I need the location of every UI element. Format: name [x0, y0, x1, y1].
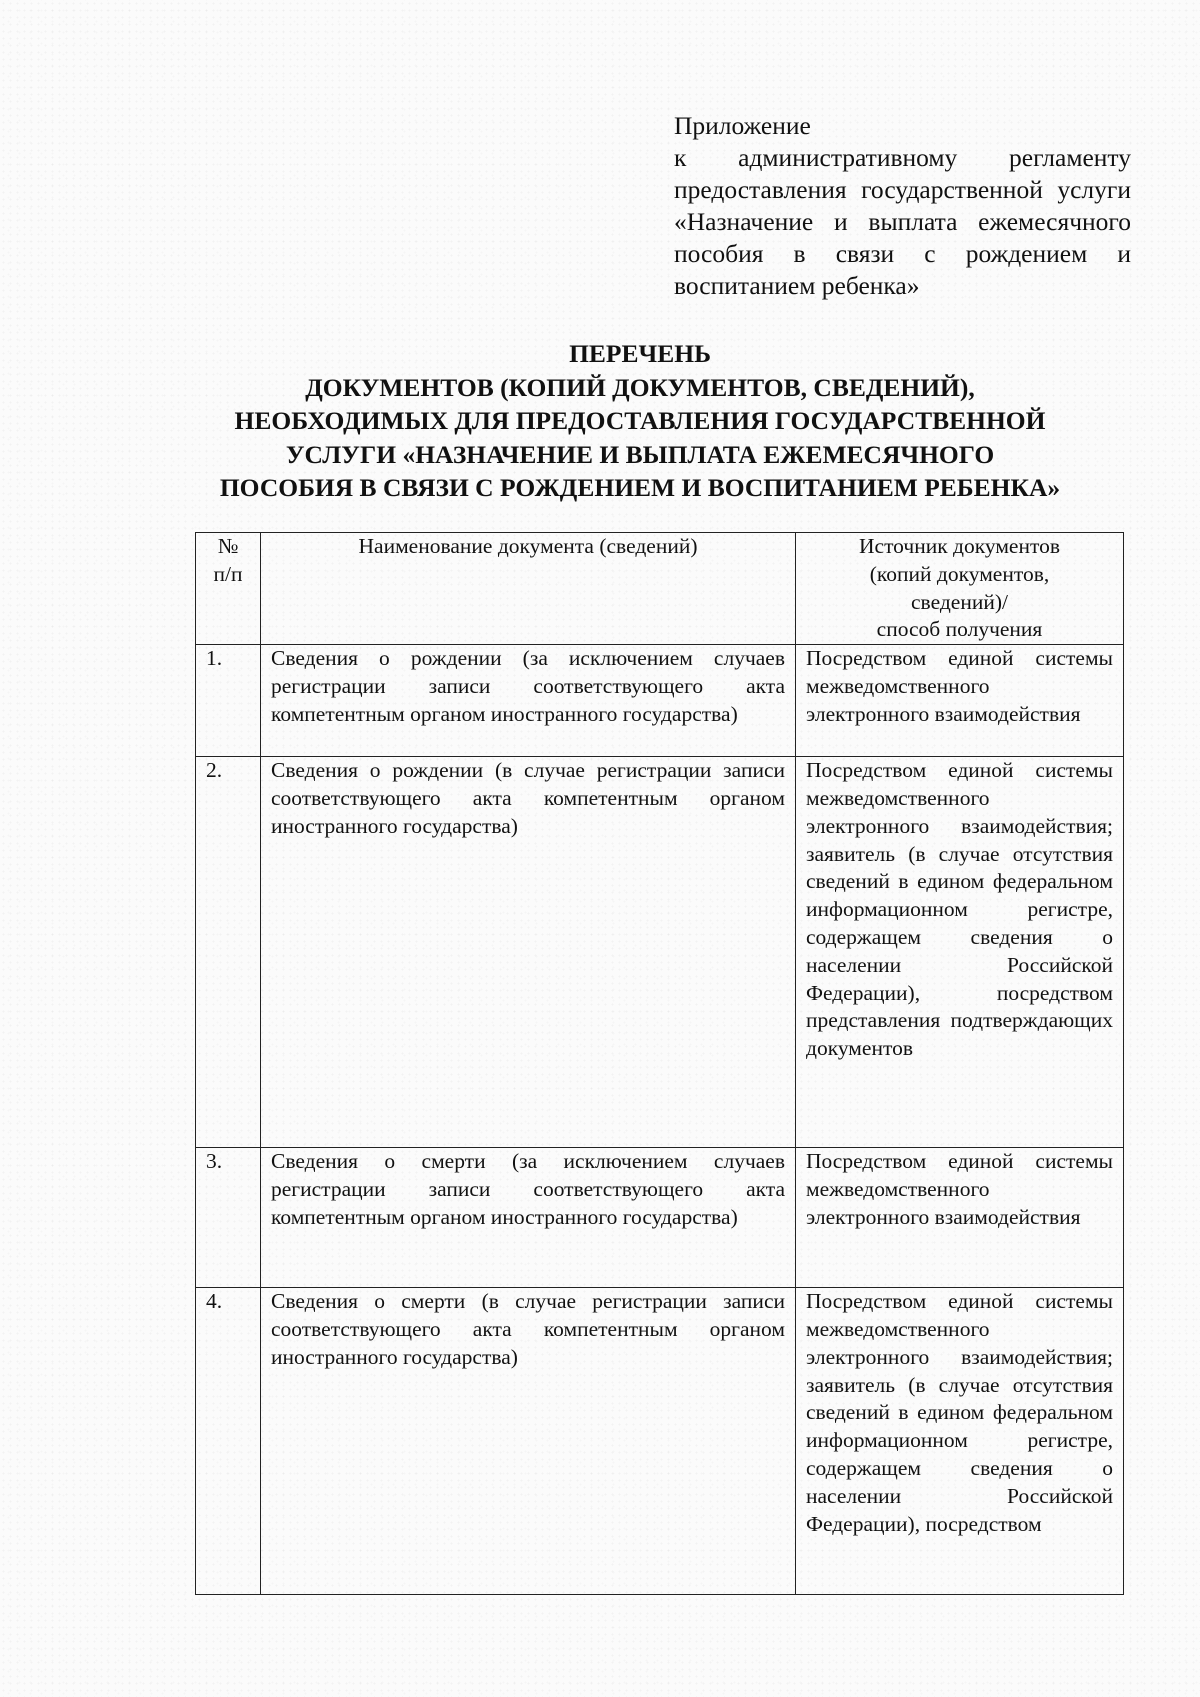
- header-source-line-4: способ получения: [876, 617, 1043, 642]
- header-document-name: Наименование документа (сведений): [261, 533, 796, 645]
- table-row: [196, 1148, 1124, 1288]
- heading-line-5: ПОСОБИЯ В СВЯЗИ С РОЖДЕНИЕМ И ВОСПИТАНИЕМ РЕБЕНКА»: [219, 473, 1061, 502]
- row-number: 3.: [196, 1148, 261, 1288]
- table-header-row: [196, 533, 1124, 645]
- row-number: 4.: [196, 1288, 261, 1595]
- table-row: [196, 1288, 1124, 1595]
- header-source-line-1: Источник документов: [859, 534, 1060, 558]
- heading-line-4: УСЛУГИ «НАЗНАЧЕНИЕ И ВЫПЛАТА ЕЖЕМЕСЯЧНОГО: [285, 439, 995, 469]
- row-number: 2.: [196, 757, 261, 1148]
- heading-line-2: ДОКУМЕНТОВ (КОПИЙ ДОКУМЕНТОВ, СВЕДЕНИЙ),: [305, 372, 975, 402]
- appendix-block: [674, 110, 1131, 302]
- row-source: Посредством единой системы межведомственного электронного взаимодействия; заявитель (в случае отсутствия сведений в едином федеральном информационном регистре, содержащем сведения о населении Российской Федерации), посредством представления подтверждающих документов: [796, 757, 1124, 1148]
- header-source-line-2: (копий документов,: [869, 561, 1050, 586]
- row-document-name: Сведения о рождении (за исключением случаев регистрации записи соответствующего акта компетентным органом иностранного государства): [261, 645, 796, 757]
- documents-table: [195, 532, 1124, 1595]
- header-source-line-3: сведений)/: [911, 589, 1008, 614]
- heading-line-1: ПЕРЕЧЕНЬ: [569, 339, 711, 368]
- header-source: [796, 533, 1124, 645]
- table-row: [196, 645, 1124, 757]
- row-source: Посредством единой системы межведомственного электронного взаимодействия: [796, 645, 1124, 757]
- header-number: [196, 533, 261, 645]
- appendix-body: к административному регламенту предоставления государственной услуги «Назначение и выплата ежемесячного пособия в связи с рождением и воспитанием ребенка»: [674, 143, 1131, 300]
- row-document-name: Сведения о смерти (в случае регистрации записи соответствующего акта компетентным органом иностранного государства): [261, 1288, 796, 1595]
- row-number: 1.: [196, 645, 261, 757]
- header-number-line-1: №: [217, 534, 239, 558]
- row-source: Посредством единой системы межведомственного электронного взаимодействия: [796, 1148, 1124, 1288]
- table-row: [196, 757, 1124, 1148]
- heading-line-3: НЕОБХОДИМЫХ ДЛЯ ПРЕДОСТАВЛЕНИЯ ГОСУДАРСТВЕННОЙ: [234, 406, 1046, 435]
- appendix-title: Приложение: [674, 111, 811, 140]
- row-document-name: Сведения о смерти (за исключением случаев регистрации записи соответствующего акта компетентным органом иностранного государства): [261, 1148, 796, 1288]
- row-document-name: Сведения о рождении (в случае регистрации записи соответствующего акта компетентным органом иностранного государства): [261, 757, 796, 1148]
- document-heading: [150, 337, 1130, 505]
- header-number-line-2: п/п: [213, 561, 243, 586]
- row-source: Посредством единой системы межведомственного электронного взаимодействия; заявитель (в случае отсутствия сведений в едином федеральном информационном регистре, содержащем сведения о населении Российской Федерации), посредством: [796, 1288, 1124, 1595]
